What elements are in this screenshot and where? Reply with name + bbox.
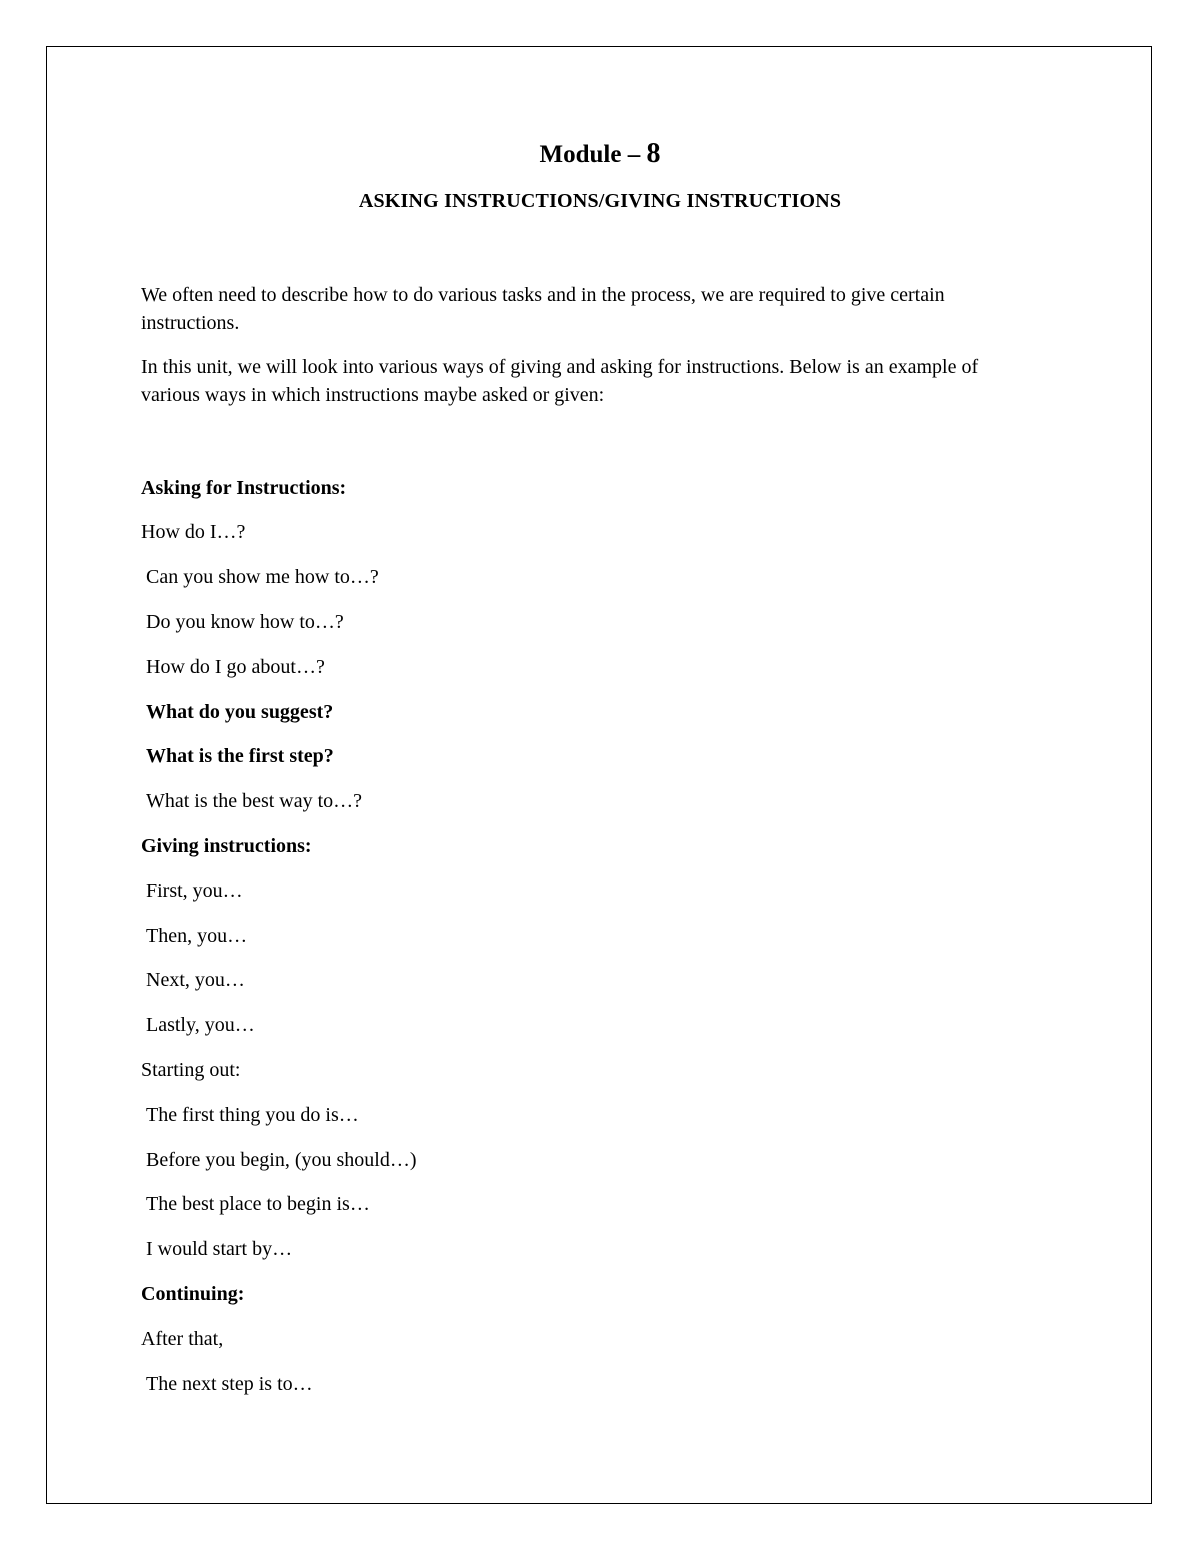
intro-paragraph-1: We often need to describe how to do various tasks and in the process, we are required to give certain instructions. [141, 284, 945, 334]
giving-item: Lastly, you… [146, 1014, 255, 1036]
giving-item: Then, you… [146, 925, 248, 947]
continuing-item: The next step is to… [146, 1373, 313, 1395]
continuing-item: After that, [141, 1328, 224, 1350]
asking-item: Do you know how to…? [146, 611, 344, 633]
intro-paragraph-2: In this unit, we will look into various ways of giving and asking for instructions. Below is an example of various ways in which instructions maybe asked or given: [141, 356, 979, 406]
starting-item: The first thing you do is… [146, 1104, 359, 1126]
asking-item: What is the first step? [146, 745, 334, 767]
starting-item: The best place to begin is… [146, 1193, 370, 1215]
starting-item: I would start by… [146, 1238, 293, 1260]
asking-item: How do I go about…? [146, 656, 325, 678]
starting-heading: Starting out: [141, 1059, 241, 1081]
module-number: 8 [646, 138, 661, 169]
module-title-prefix: Module – [539, 141, 647, 168]
giving-item: Next, you… [146, 969, 245, 991]
asking-heading: Asking for Instructions: [141, 477, 347, 499]
starting-item: Before you begin, (you should…) [146, 1149, 417, 1171]
asking-item: What do you suggest? [146, 701, 334, 723]
asking-item: Can you show me how to…? [146, 566, 379, 588]
giving-item: First, you… [146, 880, 243, 902]
asking-item: How do I…? [141, 521, 246, 543]
module-subtitle: ASKING INSTRUCTIONS/GIVING INSTRUCTIONS [358, 190, 842, 212]
giving-heading: Giving instructions: [141, 835, 312, 857]
module-title [0, 138, 1200, 171]
continuing-heading: Continuing: [141, 1283, 245, 1305]
asking-item: What is the best way to…? [146, 790, 363, 812]
